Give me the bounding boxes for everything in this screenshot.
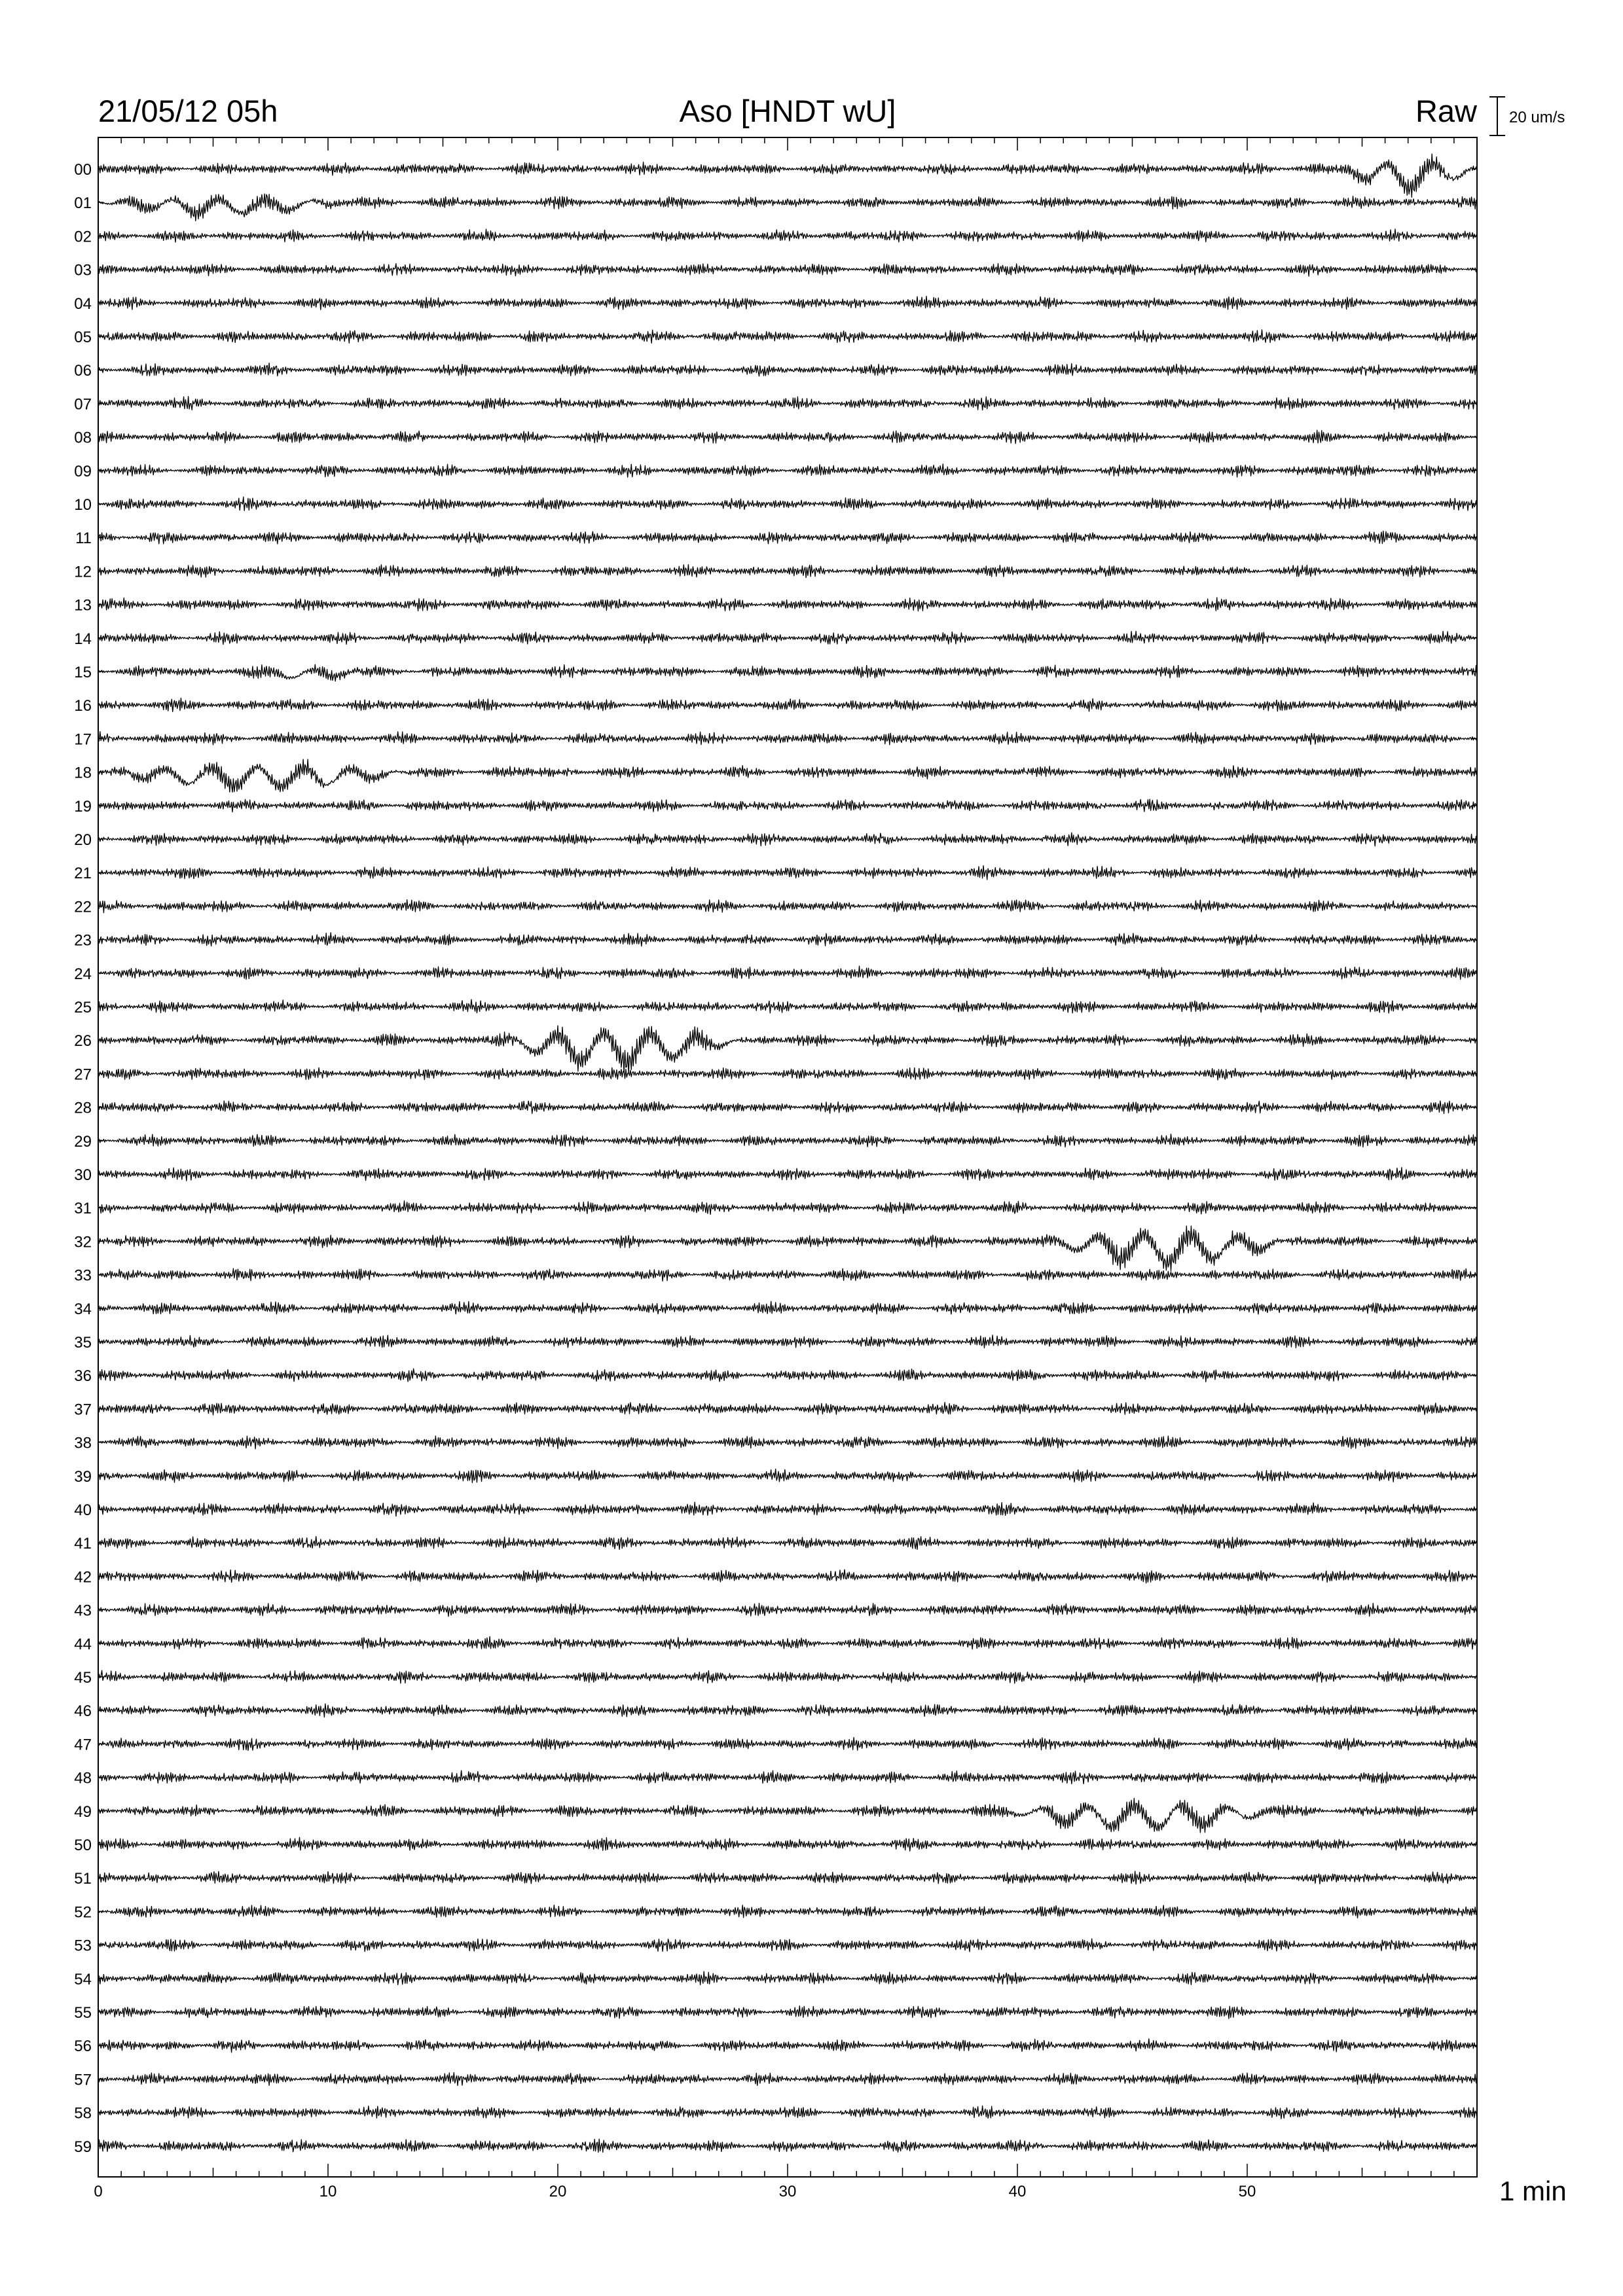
row-label-44: 44 xyxy=(74,1635,92,1653)
trace-row-34 xyxy=(98,1301,1477,1314)
trace-row-13 xyxy=(98,598,1477,611)
trace-row-02 xyxy=(98,229,1477,242)
trace-row-33 xyxy=(98,1268,1477,1281)
trace-row-57 xyxy=(98,2073,1477,2086)
row-label-40: 40 xyxy=(74,1501,92,1519)
row-label-08: 08 xyxy=(74,429,92,447)
trace-row-25 xyxy=(98,999,1477,1013)
trace-row-01 xyxy=(98,194,1477,221)
x-tick-label-20: 20 xyxy=(549,2183,567,2200)
row-label-47: 47 xyxy=(74,1736,92,1754)
row-label-04: 04 xyxy=(74,295,92,313)
row-label-34: 34 xyxy=(74,1300,92,1318)
row-label-14: 14 xyxy=(74,630,92,648)
trace-row-26 xyxy=(98,1026,1477,1073)
row-label-51: 51 xyxy=(74,1870,92,1888)
trace-row-47 xyxy=(98,1738,1477,1751)
row-label-30: 30 xyxy=(74,1166,92,1184)
trace-row-32 xyxy=(98,1226,1477,1271)
trace-row-19 xyxy=(98,799,1477,812)
row-label-21: 21 xyxy=(74,865,92,883)
trace-row-41 xyxy=(98,1537,1477,1550)
trace-row-42 xyxy=(98,1570,1477,1583)
trace-row-10 xyxy=(98,497,1477,511)
row-label-41: 41 xyxy=(74,1535,92,1553)
station-title: Aso [HNDT wU] xyxy=(679,94,896,128)
row-label-53: 53 xyxy=(74,1937,92,1955)
row-label-02: 02 xyxy=(74,228,92,246)
x-tick-label-50: 50 xyxy=(1238,2183,1256,2200)
x-tick-label-40: 40 xyxy=(1008,2183,1027,2200)
row-label-22: 22 xyxy=(74,898,92,916)
x-tick-label-group xyxy=(94,137,1477,2200)
trace-group xyxy=(98,154,1477,2152)
x-tick-label-30: 30 xyxy=(778,2183,797,2200)
trace-row-39 xyxy=(98,1469,1477,1483)
row-label-39: 39 xyxy=(74,1467,92,1486)
frame-tick-group xyxy=(98,169,1477,2146)
row-label-09: 09 xyxy=(74,462,92,480)
row-label-13: 13 xyxy=(74,596,92,615)
row-label-58: 58 xyxy=(74,2104,92,2123)
trace-row-14 xyxy=(98,631,1477,644)
trace-row-31 xyxy=(98,1201,1477,1215)
row-label-33: 33 xyxy=(74,1266,92,1285)
trace-row-15 xyxy=(98,664,1477,681)
plot-frame xyxy=(98,137,1477,2177)
trace-row-46 xyxy=(98,1704,1477,1717)
row-label-27: 27 xyxy=(74,1066,92,1084)
row-label-24: 24 xyxy=(74,965,92,983)
trace-row-05 xyxy=(98,330,1477,343)
row-label-25: 25 xyxy=(74,999,92,1016)
trace-row-58 xyxy=(98,2106,1477,2119)
trace-row-45 xyxy=(98,1670,1477,1683)
trace-row-48 xyxy=(98,1770,1477,1784)
trace-row-49 xyxy=(98,1798,1477,1833)
row-label-12: 12 xyxy=(74,563,92,581)
row-label-49: 49 xyxy=(74,1803,92,1821)
row-label-45: 45 xyxy=(74,1669,92,1687)
row-label-10: 10 xyxy=(74,496,92,514)
row-label-32: 32 xyxy=(74,1233,92,1251)
trace-row-38 xyxy=(98,1436,1477,1449)
x-tick-label-10: 10 xyxy=(319,2183,337,2200)
row-label-00: 00 xyxy=(74,161,92,179)
trace-row-11 xyxy=(98,531,1477,544)
scale-bar-label: 20 um/s xyxy=(1509,109,1565,126)
row-label-35: 35 xyxy=(74,1334,92,1352)
trace-row-40 xyxy=(98,1502,1477,1516)
trace-row-28 xyxy=(98,1101,1477,1113)
trace-row-30 xyxy=(98,1168,1477,1181)
trace-row-56 xyxy=(98,2039,1477,2053)
trace-row-21 xyxy=(98,866,1477,880)
row-label-56: 56 xyxy=(74,2037,92,2056)
trace-row-20 xyxy=(98,833,1477,846)
row-label-54: 54 xyxy=(74,1970,92,1988)
trace-row-00 xyxy=(98,154,1477,197)
x-axis-unit-label: 1 min xyxy=(1499,2176,1567,2206)
trace-row-59 xyxy=(98,2139,1477,2152)
row-label-07: 07 xyxy=(74,395,92,414)
trace-row-27 xyxy=(98,1067,1477,1080)
row-label-06: 06 xyxy=(74,362,92,380)
trace-row-22 xyxy=(98,900,1477,913)
trace-row-54 xyxy=(98,1971,1477,1984)
row-label-15: 15 xyxy=(74,664,92,681)
scale-bar xyxy=(1489,97,1505,135)
row-label-03: 03 xyxy=(74,261,92,279)
trace-row-07 xyxy=(98,397,1477,410)
row-label-59: 59 xyxy=(74,2138,92,2156)
trace-row-12 xyxy=(98,565,1477,578)
trace-row-36 xyxy=(98,1369,1477,1382)
x-tick-label-0: 0 xyxy=(94,2183,103,2200)
row-label-52: 52 xyxy=(74,1903,92,1922)
row-label-37: 37 xyxy=(74,1401,92,1419)
row-label-group xyxy=(74,161,92,2156)
row-label-43: 43 xyxy=(74,1602,92,1620)
trace-row-06 xyxy=(98,363,1477,376)
row-label-38: 38 xyxy=(74,1434,92,1452)
trace-row-16 xyxy=(98,698,1477,712)
trace-row-37 xyxy=(98,1403,1477,1415)
trace-row-24 xyxy=(98,966,1477,979)
row-label-46: 46 xyxy=(74,1702,92,1721)
trace-row-17 xyxy=(98,732,1477,745)
row-label-17: 17 xyxy=(74,730,92,749)
trace-row-53 xyxy=(98,1939,1477,1952)
row-label-29: 29 xyxy=(74,1132,92,1151)
row-label-31: 31 xyxy=(74,1200,92,1218)
trace-row-29 xyxy=(98,1134,1477,1147)
row-label-55: 55 xyxy=(74,2004,92,2022)
row-label-20: 20 xyxy=(74,831,92,849)
trace-row-23 xyxy=(98,933,1477,946)
trace-row-52 xyxy=(98,1905,1477,1918)
datetime-label: 21/05/12 05h xyxy=(98,94,278,128)
row-label-36: 36 xyxy=(74,1367,92,1386)
row-label-26: 26 xyxy=(74,1032,92,1050)
row-label-48: 48 xyxy=(74,1769,92,1787)
row-label-28: 28 xyxy=(74,1099,92,1117)
mode-label: Raw xyxy=(1415,94,1477,128)
trace-row-09 xyxy=(98,464,1477,477)
row-label-19: 19 xyxy=(74,797,92,816)
row-label-42: 42 xyxy=(74,1568,92,1587)
trace-row-44 xyxy=(98,1636,1477,1649)
trace-row-35 xyxy=(98,1335,1477,1348)
row-label-11: 11 xyxy=(75,529,92,548)
row-label-50: 50 xyxy=(74,1837,92,1854)
trace-row-51 xyxy=(98,1871,1477,1884)
trace-row-18 xyxy=(98,759,1477,792)
row-label-05: 05 xyxy=(74,329,92,346)
row-label-18: 18 xyxy=(74,764,92,782)
trace-row-55 xyxy=(98,2006,1477,2018)
trace-row-03 xyxy=(98,264,1477,277)
row-label-16: 16 xyxy=(74,697,92,715)
row-label-01: 01 xyxy=(74,194,92,213)
row-label-23: 23 xyxy=(74,931,92,950)
trace-row-08 xyxy=(98,430,1477,443)
row-label-57: 57 xyxy=(74,2071,92,2089)
trace-row-50 xyxy=(98,1837,1477,1851)
trace-row-43 xyxy=(98,1604,1477,1617)
trace-row-04 xyxy=(98,296,1477,310)
